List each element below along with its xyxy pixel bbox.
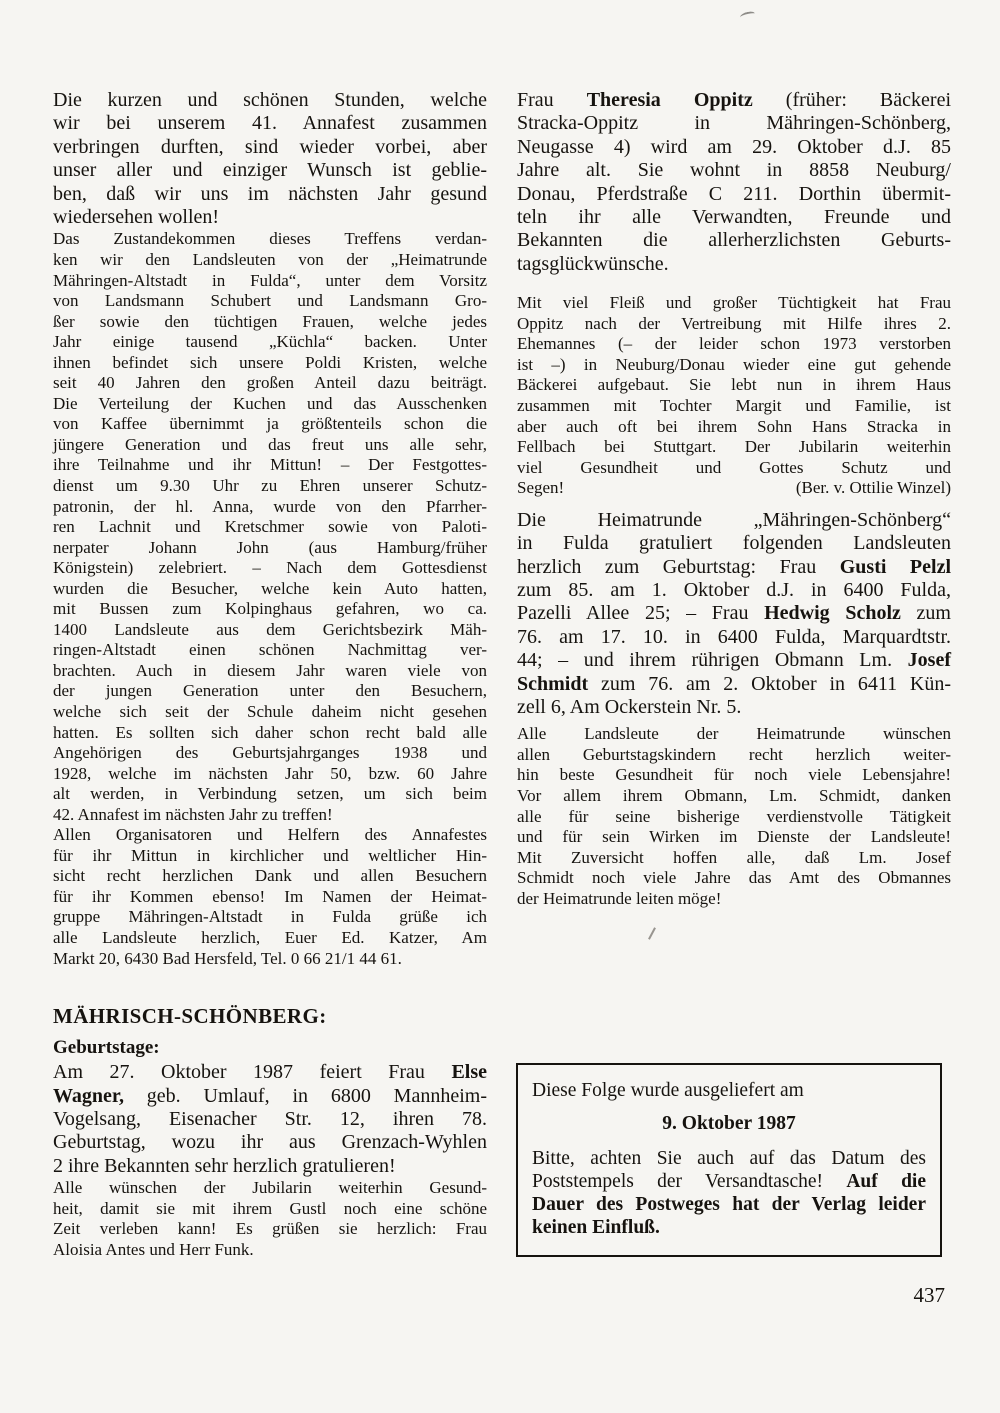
text: gruppe Mähringen-Altstadt in Fulda grüße ich [53, 907, 487, 927]
text: Schmidt noch viele Jahre das Amt des Obmannes [517, 868, 951, 888]
text-line [517, 253, 951, 276]
text-line [517, 786, 951, 807]
text-line [532, 1170, 926, 1193]
text: hin beste Gesundheit für noch viele Lebensjahre! [517, 765, 951, 785]
text-line [53, 136, 487, 159]
text-line [517, 765, 951, 786]
text-line [53, 538, 487, 559]
text-line [517, 417, 951, 438]
text-line [517, 375, 951, 396]
text: Geburtstag, wozu ihr aus Grenzach-Wyhlen [53, 1131, 487, 1154]
text-line [53, 1219, 487, 1240]
text: Das Zustandekommen dieses Treffens verdan- [53, 229, 487, 249]
text: Mit viel Fleiß und großer Tüchtigkeit hat Frau [517, 293, 951, 313]
text-line [517, 673, 951, 696]
text: Fellbach bei Stuttgart. Der Jubilarin weiterhin [517, 437, 951, 457]
text-line [53, 887, 487, 908]
text: zum [900, 602, 951, 625]
text: ken wir den Landsleuten von der „Heimatrunde [53, 249, 487, 269]
bold-text: Else [451, 1061, 487, 1084]
text-line [53, 866, 487, 887]
text: unser aller und einziger Wunsch ist geblie- [53, 159, 487, 182]
text: alle für seine bisherige verdienstvolle Tätigkeit [517, 806, 951, 826]
text-line [53, 353, 487, 374]
text: viel Gesundheit und Gottes Schutz und [517, 457, 951, 477]
text: seit 40 Jahren den großen Anteil dazu beiträgt. [53, 373, 487, 393]
text-line [53, 229, 487, 250]
text-line [53, 661, 487, 682]
text: Jahr einige tausend „Küchla“ backen. Unter [53, 332, 487, 352]
text: 1400 Landsleute aus dem Gerichtsbezirk Mäh- [53, 619, 487, 639]
text: Pazelli Allee 25; – Frau [517, 602, 765, 625]
text-line [53, 1199, 487, 1220]
bold-text: Dauer des Postweges hat der Verlag leider [532, 1194, 926, 1216]
text-line [517, 848, 951, 869]
text: zell 6, Am Ockerstein Nr. 5. [517, 695, 742, 718]
section-heading-maehrisch-schoenberg: MÄHRISCH-SCHÖNBERG: [53, 1004, 327, 1029]
text-line [53, 435, 487, 456]
text-line [53, 414, 487, 435]
text-line [53, 743, 487, 764]
text: 44; – und ihrem rührigen Obmann Lm. [517, 649, 908, 672]
text-line [532, 1079, 926, 1102]
text-line [517, 827, 951, 848]
bold-text: Auf die [846, 1171, 926, 1193]
text: Angehörigen des Geburtsjahrganges 1938 und [53, 743, 487, 763]
text: jüngere Generation und das freut uns alle sehr, [53, 434, 487, 454]
delivery-notice-box [516, 1063, 942, 1257]
text-line [517, 696, 951, 719]
text-line [517, 396, 951, 417]
text: verbringen durften, sind wieder vorbei, aber [53, 135, 487, 158]
text: Die kurzen und schönen Stunden, welche [53, 89, 487, 111]
text: Königstein) zelebriert. – Nach dem Gottesdienst [53, 558, 487, 578]
text-line [517, 807, 951, 828]
text-line [517, 458, 951, 479]
text: teln ihr alle Verwandten, Freunde und [517, 206, 951, 229]
text: brachten. Auch in diesem Jahr waren viele von [53, 660, 487, 680]
text: 42. Annafest im nächsten Jahr zu treffen! [53, 804, 333, 824]
text-line [53, 271, 487, 292]
text: Segen! [517, 478, 565, 498]
text: ben, daß wir uns im nächsten Jahr gesund [53, 182, 487, 205]
text-line [53, 183, 487, 206]
bold-text: Wagner, [53, 1084, 124, 1107]
text-line [517, 136, 951, 159]
text: der Heimatrunde leiten möge! [517, 888, 722, 908]
text: Vogelsang, Eisenacher Str. 12, ihren 78. [53, 1107, 487, 1130]
page-number: 437 [913, 1283, 945, 1307]
bold-text: Josef [907, 649, 951, 672]
text: heit, damit sie mit ihrem Gustl noch eine schöne [53, 1198, 487, 1218]
text-line [53, 1155, 487, 1178]
theresia-oppitz-paragraph [517, 89, 951, 276]
text-line [53, 825, 487, 846]
text-line [517, 509, 951, 532]
text-line [53, 907, 487, 928]
text-line [53, 928, 487, 949]
text-line [53, 291, 487, 312]
spacer [53, 969, 487, 1003]
text: wiedersehen wollen! [53, 206, 220, 229]
postal-notice-paragraph [532, 1147, 926, 1239]
text-line [53, 579, 487, 600]
text-line [517, 314, 951, 335]
text-line [53, 681, 487, 702]
text: für ihr Mittun in kirchlicher und weltlicher Hin- [53, 845, 487, 865]
text-line [53, 846, 487, 867]
text-line [53, 723, 487, 744]
text-line [53, 949, 487, 970]
text-line [517, 478, 951, 499]
text: wir bei unserem 41. Annafest zusammen [53, 112, 487, 135]
text: ren Lachnit und Kretschmer sowie von Paloti- [53, 517, 487, 537]
text: ist –) in Neuburg/Donau wieder eine gut gehende [517, 354, 951, 374]
text-line [53, 250, 487, 271]
text: 1928, welche im nächsten Jahr 50, bzw. 60 Jahre [53, 763, 487, 783]
text: 2 ihre Bekannten sehr herzlich gratulieren! [53, 1154, 396, 1177]
bold-text: 9. Oktober 1987 [662, 1113, 796, 1135]
text: Poststempels der Versandtasche! [532, 1171, 847, 1193]
text: Alle wünschen der Jubilarin weiterhin Gesund- [53, 1178, 487, 1198]
text-line [53, 455, 487, 476]
text-line [53, 1061, 487, 1084]
text-line [532, 1193, 926, 1216]
text-line [517, 437, 951, 458]
text-line [53, 312, 487, 333]
text: in Fulda gratuliert folgenden Landsleuten [517, 532, 951, 555]
text: sicht recht herzlichen Dank und allen Besuchern [53, 866, 487, 886]
text-line [53, 640, 487, 661]
text: Bitte, achten Sie auch auf das Datum des [532, 1148, 926, 1170]
subheading-geburtstage: Geburtstage: [53, 1037, 160, 1059]
text: tagsglückwünsche. [517, 252, 669, 275]
text: (Ber. v. Ottilie Winzel) [795, 478, 951, 498]
annafest-intro-paragraph [53, 89, 487, 229]
text [517, 478, 564, 499]
delivery-date-line [532, 1112, 926, 1135]
text-line [517, 183, 951, 206]
text: Am 27. Oktober 1987 feiert Frau [53, 1061, 452, 1084]
text-line [53, 1108, 487, 1131]
text-line [517, 355, 951, 376]
bold-text: Hedwig Scholz [764, 602, 901, 625]
text: hatten. Es sollten sich daher schon recht bald alle [53, 722, 487, 742]
spacer [517, 499, 951, 509]
text-line [517, 112, 951, 135]
text: und für sein Wirken im Dienste der Landsleute! [517, 827, 951, 847]
text: Neugasse 4) wird am 29. Oktober d.J. 85 [517, 135, 951, 158]
heimatrunde-congratulations-paragraph [517, 509, 951, 720]
text: Alle Landsleute der Heimatrunde wünschen [517, 724, 951, 744]
text-line [53, 1178, 487, 1199]
text-line [53, 764, 487, 785]
text: Jahre alt. Sie wohnt in 8858 Neuburg/ [517, 159, 951, 182]
text-line [532, 1112, 926, 1135]
text: Stracka-Oppitz in Mähringen-Schönberg, [517, 112, 951, 135]
text: geb. Umlauf, in 6800 Mannheim- [123, 1084, 487, 1107]
text: für ihr Kommen ebenso! Im Namen der Heimat- [53, 886, 487, 906]
text: von Kaffee übernimmt ja größtenteils schon die [53, 414, 487, 434]
text: von Landsmann Schubert und Landsmann Gro- [53, 291, 487, 311]
text: Zeit verleben kann! Es grüßen sie herzlich: Frau [53, 1219, 487, 1239]
bold-text: Theresia Oppitz [586, 89, 753, 111]
text: Donau, Pferdstraße C 211. Dorthin übermit- [517, 182, 951, 205]
heimatrunde-wishes-paragraph [517, 724, 951, 909]
text-line [53, 476, 487, 497]
delivery-intro-line [532, 1079, 926, 1102]
text: herzlich zum Geburtstag: Frau [517, 555, 840, 578]
text: mit Bussen zum Kolpinghaus gefahren, wo ca. [53, 599, 487, 619]
text: Die Verteilung der Kuchen und das Ausschenken [53, 393, 487, 413]
text-line [53, 332, 487, 353]
text: allen Geburtstagskindern recht herzlich weiter- [517, 744, 951, 764]
text-line [532, 1216, 926, 1239]
text: aber auch oft bei ihrem Sohn Hans Stracka in [517, 416, 951, 436]
text: nerpater Johann John (aus Hamburg/früher [53, 537, 487, 557]
text: Ehemannes (– der leider schon 1973 verstorben [517, 334, 951, 354]
text-line [53, 805, 487, 826]
oppitz-biography-paragraph [517, 293, 951, 498]
text-line [517, 602, 951, 625]
text-line [517, 159, 951, 182]
text: (früher: Bäckerei [752, 89, 951, 111]
text-line [517, 724, 951, 745]
text-line [53, 206, 487, 229]
text: der jungen Generation unter den Besuchern, [53, 681, 487, 701]
text-line [53, 558, 487, 579]
text: Bekannten die allerherzlichsten Geburts- [517, 229, 951, 252]
text: patronin, der hl. Anna, wurde von den Pfarrher- [53, 496, 487, 516]
text-line [517, 556, 951, 579]
birthday-wishes-paragraph [53, 1178, 487, 1260]
text-line [517, 745, 951, 766]
birthday-else-wagner-paragraph [53, 1061, 487, 1178]
text: dienst um 9.30 Uhr zu Ehren unserer Schutz- [53, 476, 487, 495]
text: Allen Organisatoren und Helfern des Annafestes [53, 825, 487, 845]
text-line [53, 599, 487, 620]
text-line [517, 206, 951, 229]
text-line [517, 626, 951, 649]
text: ihre Teilnahme und ihr Mittun! – Der Festgottes- [53, 455, 487, 475]
text-line [517, 889, 951, 910]
scan-artifact [740, 11, 756, 20]
text-line [517, 579, 951, 602]
text-line [53, 702, 487, 723]
text-line [53, 394, 487, 415]
text-line [53, 159, 487, 182]
spacer [532, 1135, 926, 1147]
spacer [532, 1102, 926, 1112]
text-line [53, 517, 487, 538]
text [796, 478, 951, 499]
text: alt werden, in Verbindung setzen, um sich beim [53, 784, 487, 804]
text: zum 76. am 2. Oktober in 6411 Kün- [588, 672, 951, 695]
text-line [53, 1240, 487, 1261]
text: Mähringen-Altstadt in Fulda“, unter dem Vorsitz [53, 270, 487, 290]
text-line [532, 1147, 926, 1170]
text-line [53, 784, 487, 805]
spacer [517, 276, 951, 293]
text-line [53, 620, 487, 641]
text: ihnen befindet sich unsere Poldi Kristen, welche [53, 352, 487, 372]
text-line [53, 1131, 487, 1154]
left-column [53, 89, 487, 1260]
text: Aloisia Antes und Herr Funk. [53, 1239, 254, 1259]
text: alle Landsleute herzlich, Euer Ed. Katzer, Am [53, 928, 487, 948]
bold-text: keinen Einfluß. [532, 1217, 660, 1239]
text: Diese Folge wurde ausgeliefert am [532, 1080, 804, 1102]
text: welche sich seit der Schule daheim nicht gesehen [53, 702, 487, 722]
text: zum 85. am 1. Oktober d.J. in 6400 Fulda, [517, 578, 951, 601]
text: ßer sowie den tüchtigen Frauen, welche jedes [53, 311, 487, 331]
text-line [517, 229, 951, 252]
text-line [53, 1085, 487, 1108]
text-line [517, 649, 951, 672]
text: Frau [517, 89, 587, 111]
text: Vor allem ihrem Obmann, Lm. Schmidt, danken [517, 786, 951, 806]
spacer [53, 1029, 487, 1037]
bold-text: Gusti Pelzl [839, 555, 951, 578]
text: Mit Zuversicht hoffen alle, daß Lm. Josef [517, 847, 951, 867]
text: Die Heimatrunde „Mähringen-Schönberg“ [517, 508, 951, 531]
text-line [517, 334, 951, 355]
text-line [517, 89, 951, 112]
text-line [517, 293, 951, 314]
text-line [53, 89, 487, 112]
text-line [517, 532, 951, 555]
text: zusammen mit Tochter Margit und Familie, ist [517, 395, 951, 415]
text: Oppitz nach der Vertreibung mit Hilfe ihres 2. [517, 313, 951, 333]
text: Markt 20, 6430 Bad Hersfeld, Tel. 0 66 21/1 44 61. [53, 948, 402, 968]
text-line [53, 497, 487, 518]
annafest-report-paragraph [53, 229, 487, 825]
text: Bäckerei aufgebaut. Sie lebt nun in ihrem Haus [517, 375, 951, 395]
text-line [53, 373, 487, 394]
right-column [517, 89, 951, 1257]
text: 76. am 17. 10. in 6400 Fulda, Marquardtstr. [517, 625, 951, 648]
text: ringen-Altstadt einen schönen Nachmittag ver- [53, 640, 487, 660]
text: wurden die Besucher, welche kein Auto hatten, [53, 578, 487, 598]
annafest-thanks-paragraph [53, 825, 487, 969]
spacer [517, 909, 951, 1063]
text-line [53, 112, 487, 135]
bold-text: Schmidt [517, 672, 589, 695]
text-line [517, 868, 951, 889]
